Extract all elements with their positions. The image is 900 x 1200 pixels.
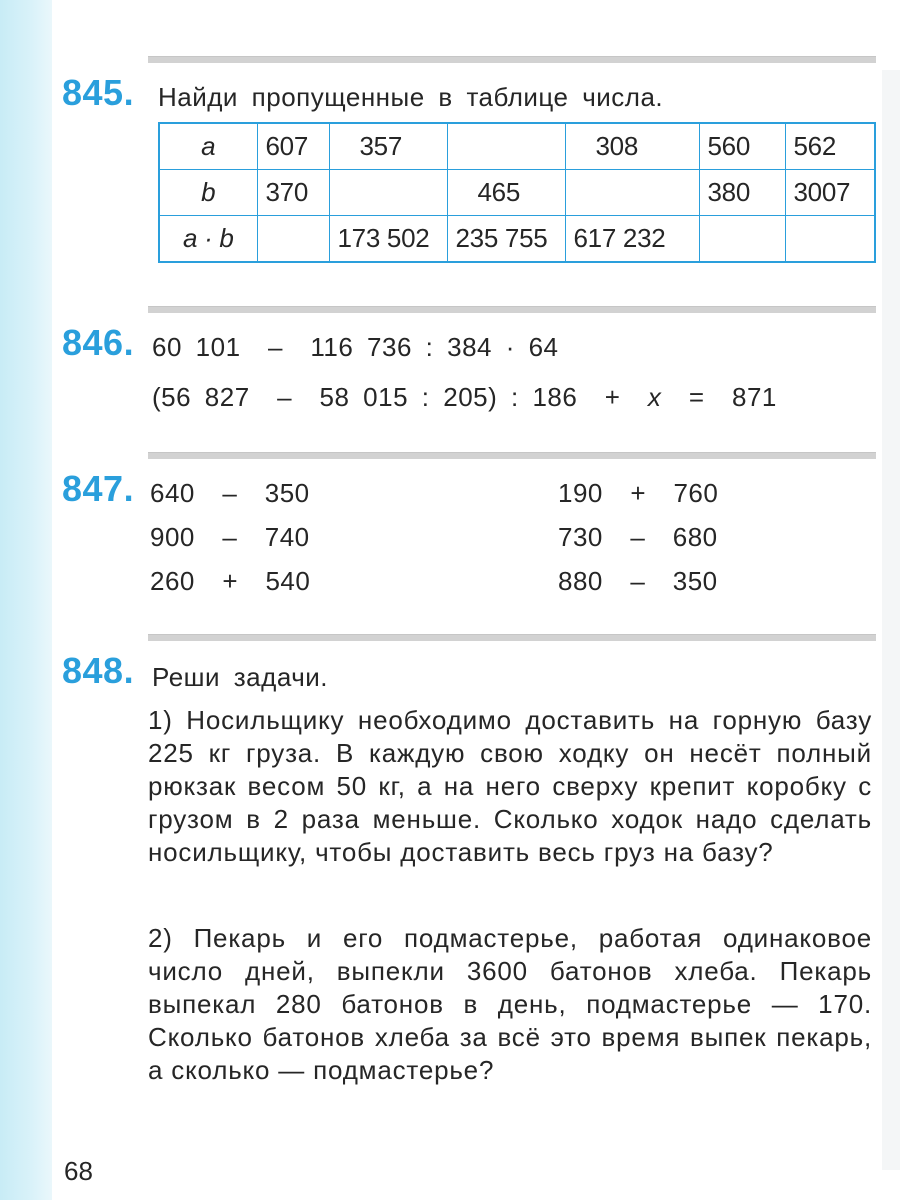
equation-part: = 871 [661,382,777,412]
expression-847-left-2: 900 – 740 [150,522,310,552]
table-cell: 357 [329,123,447,170]
divider-rule [148,306,876,313]
row-header-b: b [159,170,257,216]
table-cell [257,216,329,263]
table-cell: 308 [565,123,699,170]
problem-2: 2) Пекарь и его подмастерье, работая одинаковое число дней, выпекли 3600 батонов хлеба. Пекарь выпекал 280 батонов в день, подмастерье — 170. Сколько батонов хлеба за всё это время выпек пекарь, а сколько — подмастерье? [148,923,872,1085]
exercise-number-848: 848. [62,650,135,691]
exercise-number-845: 845. [62,72,135,113]
exercise-number-847: 847. [62,468,135,509]
expression-847-right-2: 730 – 680 [558,522,718,552]
table-row [159,216,875,263]
row-header-a: a [159,123,257,170]
exercise-848-instruction: Реши задачи. [152,662,328,692]
table-cell: 607 [257,123,329,170]
page-number: 68 [64,1156,93,1186]
table-cell [785,216,875,263]
table-cell: 465 [447,170,565,216]
table-cell [329,170,447,216]
table-row [159,170,875,216]
divider-rule [148,452,876,459]
table-cell: 562 [785,123,875,170]
table-cell: 235 755 [447,216,565,263]
divider-rule [148,634,876,641]
table-cell: 3007 [785,170,875,216]
table-cell: 560 [699,123,785,170]
row-header-product: a · b [159,216,257,263]
equation-846-2 [152,384,777,410]
expression-847-left-3: 260 + 540 [150,566,311,596]
variable-x: x [647,382,662,412]
missing-numbers-table [158,122,876,263]
page-edge-shadow [882,70,900,1170]
divider-rule [148,56,876,63]
exercise-845-instruction: Найди пропущенные в таблице числа. [158,82,664,112]
expression-847-left-1: 640 – 350 [150,478,310,508]
table-row [159,123,875,170]
expression-846-1: 60 101 – 116 736 : 384 · 64 [152,332,559,362]
table-cell: 370 [257,170,329,216]
page-margin-strip [0,0,52,1200]
expression-847-right-3: 880 – 350 [558,566,718,596]
exercise-number-846: 846. [62,322,135,363]
table-cell: 617 232 [565,216,699,263]
expression-847-right-1: 190 + 760 [558,478,719,508]
table-cell [699,216,785,263]
equation-part: (56 827 – 58 015 : 205) : 186 + [152,382,648,412]
table-cell: 173 502 [329,216,447,263]
table-cell: 380 [699,170,785,216]
problem-1: 1) Носильщику необходимо доставить на горную базу 225 кг груза. В каждую свою ходку он несёт полный рюкзак весом 50 кг, а на него сверху крепит коробку с грузом в 2 раза меньше. Сколько ходок надо сделать носильщику, чтобы доставить весь груз на базу? [148,705,872,867]
table-cell [447,123,565,170]
table-cell [565,170,699,216]
